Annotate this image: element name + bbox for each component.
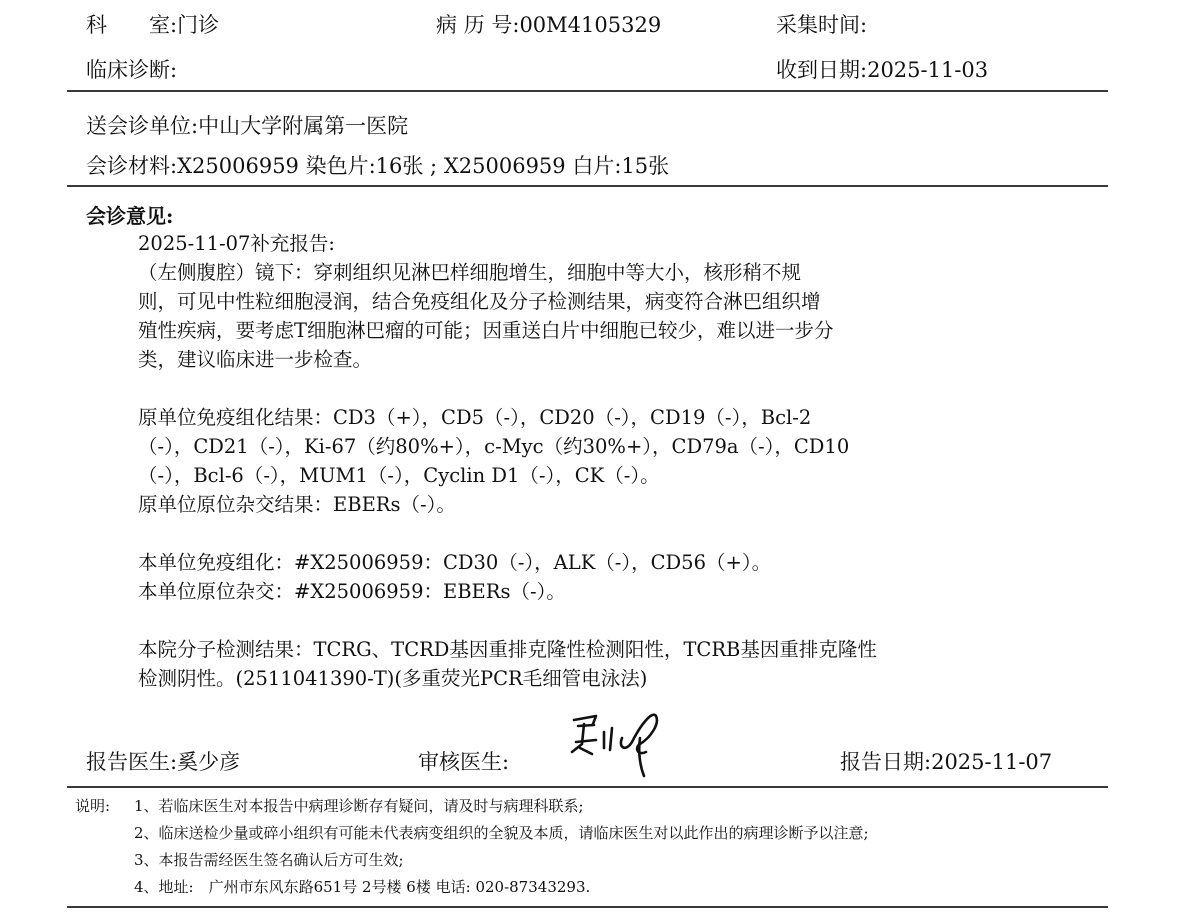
received-label: 收到日期: <box>776 58 868 82</box>
dept-field <box>86 9 219 39</box>
note-item: 4、地址: 广州市东风东路651号 2号楼 6楼 电话: 020-87343293. <box>134 878 591 896</box>
record-number-field <box>436 9 661 39</box>
opinion-line: 则，可见中性粒细胞浸润，结合免疫组化及分子检测结果，病变符合淋巴组织增 <box>138 290 821 313</box>
material-value: X25006959 染色片:16张 ; X25006959 白片:15张 <box>177 154 670 178</box>
report-date-value: 2025-11-07 <box>931 750 1053 774</box>
material-label: 会诊材料: <box>86 154 178 178</box>
divider-1 <box>67 90 1108 92</box>
handwritten-signature <box>566 702 666 780</box>
reporter-field <box>86 746 240 776</box>
dept-value: 门诊 <box>177 13 220 37</box>
opinion-line: 检测阴性。(2511041390-T)(多重荧光PCR毛细管电泳法) <box>138 667 648 690</box>
opinion-line: （-），CD21（-），Ki-67（约80%+），c-Myc（约30%+），CD79a（-），CD10 <box>138 435 850 458</box>
unit-label: 送会诊单位: <box>86 114 199 138</box>
collect-label: 采集时间: <box>776 13 868 37</box>
opinion-heading: 会诊意见: <box>86 204 174 228</box>
notes-label: 说明: <box>75 797 111 815</box>
reviewer-label: 审核医生: <box>418 750 510 774</box>
reporter-label: 报告医生: <box>86 750 178 774</box>
report-date-field <box>840 746 1052 776</box>
received-value: 2025-11-03 <box>867 58 989 82</box>
divider-2 <box>67 185 1108 187</box>
divider-3 <box>67 786 1108 788</box>
opinion-line: 殖性疾病，要考虑T细胞淋巴瘤的可能；因重送白片中细胞已较少，难以进一步分 <box>138 319 834 342</box>
reporter-value: 奚少彦 <box>177 750 241 774</box>
opinion-line: 2025-11-07补充报告: <box>138 232 335 255</box>
note-item: 1、若临床医生对本报告中病理诊断存有疑问，请及时与病理科联系; <box>134 797 584 815</box>
report-date-label: 报告日期: <box>840 750 932 774</box>
opinion-line: 本单位原位杂交：#X25006959：EBERs（-）。 <box>138 580 566 603</box>
opinion-line: （-），Bcl-6（-），MUM1（-），Cyclin D1（-），CK（-）。 <box>138 464 660 487</box>
unit-value: 中山大学附属第一医院 <box>198 114 409 138</box>
note-item: 2、临床送检少量或碎小组织有可能未代表病变组织的全貌及本质，请临床医生对以此作出的病理诊断予以注意; <box>134 824 869 842</box>
opinion-line: 类，建议临床进一步检查。 <box>138 348 373 371</box>
received-date-field <box>776 54 988 84</box>
material-field <box>86 150 669 180</box>
opinion-line: 原单位原位杂交结果：EBERs（-）。 <box>138 493 456 516</box>
record-label: 病 历 号: <box>436 13 520 37</box>
collect-time-field <box>776 9 867 39</box>
opinion-line: 本院分子检测结果：TCRG、TCRD基因重排克隆性检测阳性，TCRB基因重排克隆性 <box>138 638 877 661</box>
opinion-line: 本单位免疫组化：#X25006959：CD30（-），ALK（-），CD56（+）。 <box>138 551 772 574</box>
diagnosis-label: 临床诊断: <box>86 58 178 82</box>
opinion-line: 原单位免疫组化结果：CD3（+），CD5（-），CD20（-），CD19（-），Bcl-2 <box>138 406 812 429</box>
divider-4 <box>67 906 1108 908</box>
note-item: 3、本报告需经医生签名确认后方可生效; <box>134 851 404 869</box>
opinion-line: （左侧腹腔）镜下：穿刺组织见淋巴样细胞增生，细胞中等大小，核形稍不规 <box>138 261 802 284</box>
record-value: 00M4105329 <box>519 13 662 37</box>
diagnosis-field <box>86 54 177 84</box>
submitting-unit-field <box>86 110 408 140</box>
dept-label: 科 室: <box>86 13 178 37</box>
